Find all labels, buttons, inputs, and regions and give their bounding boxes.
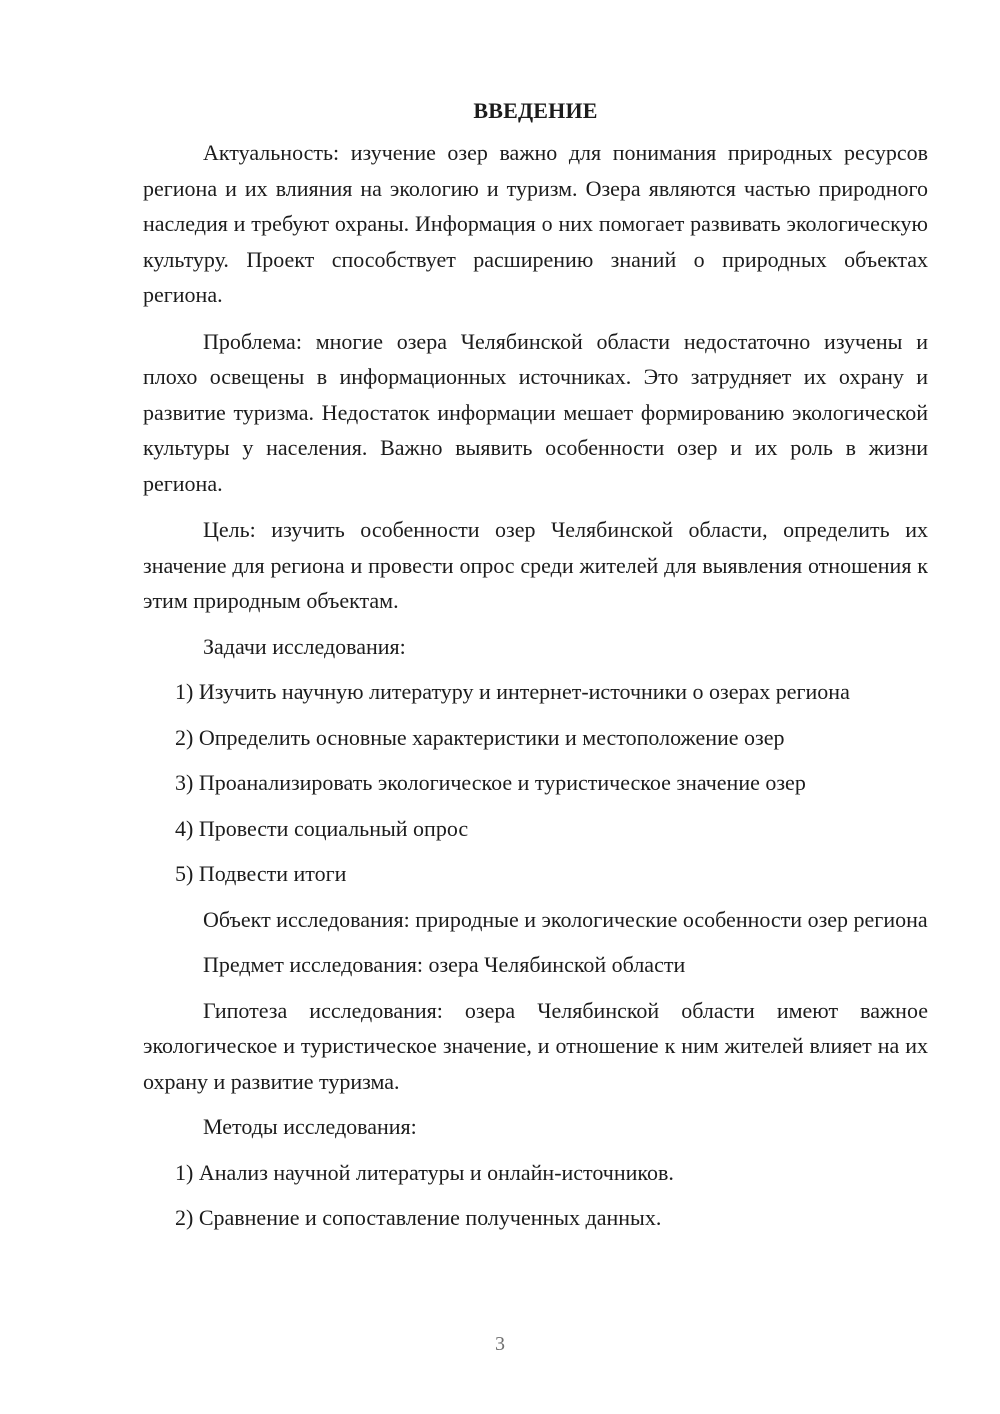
task-item-1: 1) Изучить научную литературу и интернет-источники о озерах региона xyxy=(175,679,850,704)
task-item-5: 5) Подвести итоги xyxy=(175,861,347,886)
paragraph-subject: Предмет исследования: озера Челябинской области xyxy=(203,952,686,977)
paragraph-problem: Проблема: многие озера Челябинской области недостаточно изучены и плохо освещены в информационных источниках. Это затрудняет их охрану и развитие туризма. Недостаток информации мешает формированию экологической культуры у населения. Важно выявить особенности озер и их роль в жизни региона. xyxy=(143,328,928,496)
task-item-3: 3) Проанализировать экологическое и туристическое значение озер xyxy=(175,770,806,795)
method-item-1: 1) Анализ научной литературы и онлайн-источников. xyxy=(175,1159,674,1185)
paragraph-goal: Цель: изучить особенности озер Челябинской области, определить их значение для региона и провести опрос среди жителей для выявления отношения к этим природным объектам. xyxy=(143,517,928,613)
method-item-2: 2) Сравнение и сопоставление полученных данных. xyxy=(175,1205,662,1230)
paragraph-hypothesis: Гипотеза исследования: озера Челябинской области имеют важное экологическое и туристическое значение, и отношение к ним жителей влияет на их охрану и развитие туризма. xyxy=(143,997,928,1094)
task-item-2: 2) Определить основные характеристики и местоположение озер xyxy=(175,724,785,750)
task-item-4: 4) Провести социальный опрос xyxy=(175,815,469,841)
section-title: ВВЕДЕНИЕ xyxy=(473,98,598,123)
tasks-heading: Задачи исследования: xyxy=(203,633,406,659)
paragraph-object: Объект исследования: природные и экологические особенности озер региона xyxy=(203,906,928,932)
document-page xyxy=(143,94,928,1236)
paragraph-relevance: Актуальность: изучение озер важно для понимания природных ресурсов региона и их влияния на экологию и туризм. Озера являются частью природного наследия и требуют охраны. Информация о них помогает развивать экологическую культуру. Проект способствует расширению знаний о природных объектах региона. xyxy=(143,140,928,307)
methods-heading: Методы исследования: xyxy=(203,1114,417,1139)
page-number: 3 xyxy=(495,1333,505,1355)
